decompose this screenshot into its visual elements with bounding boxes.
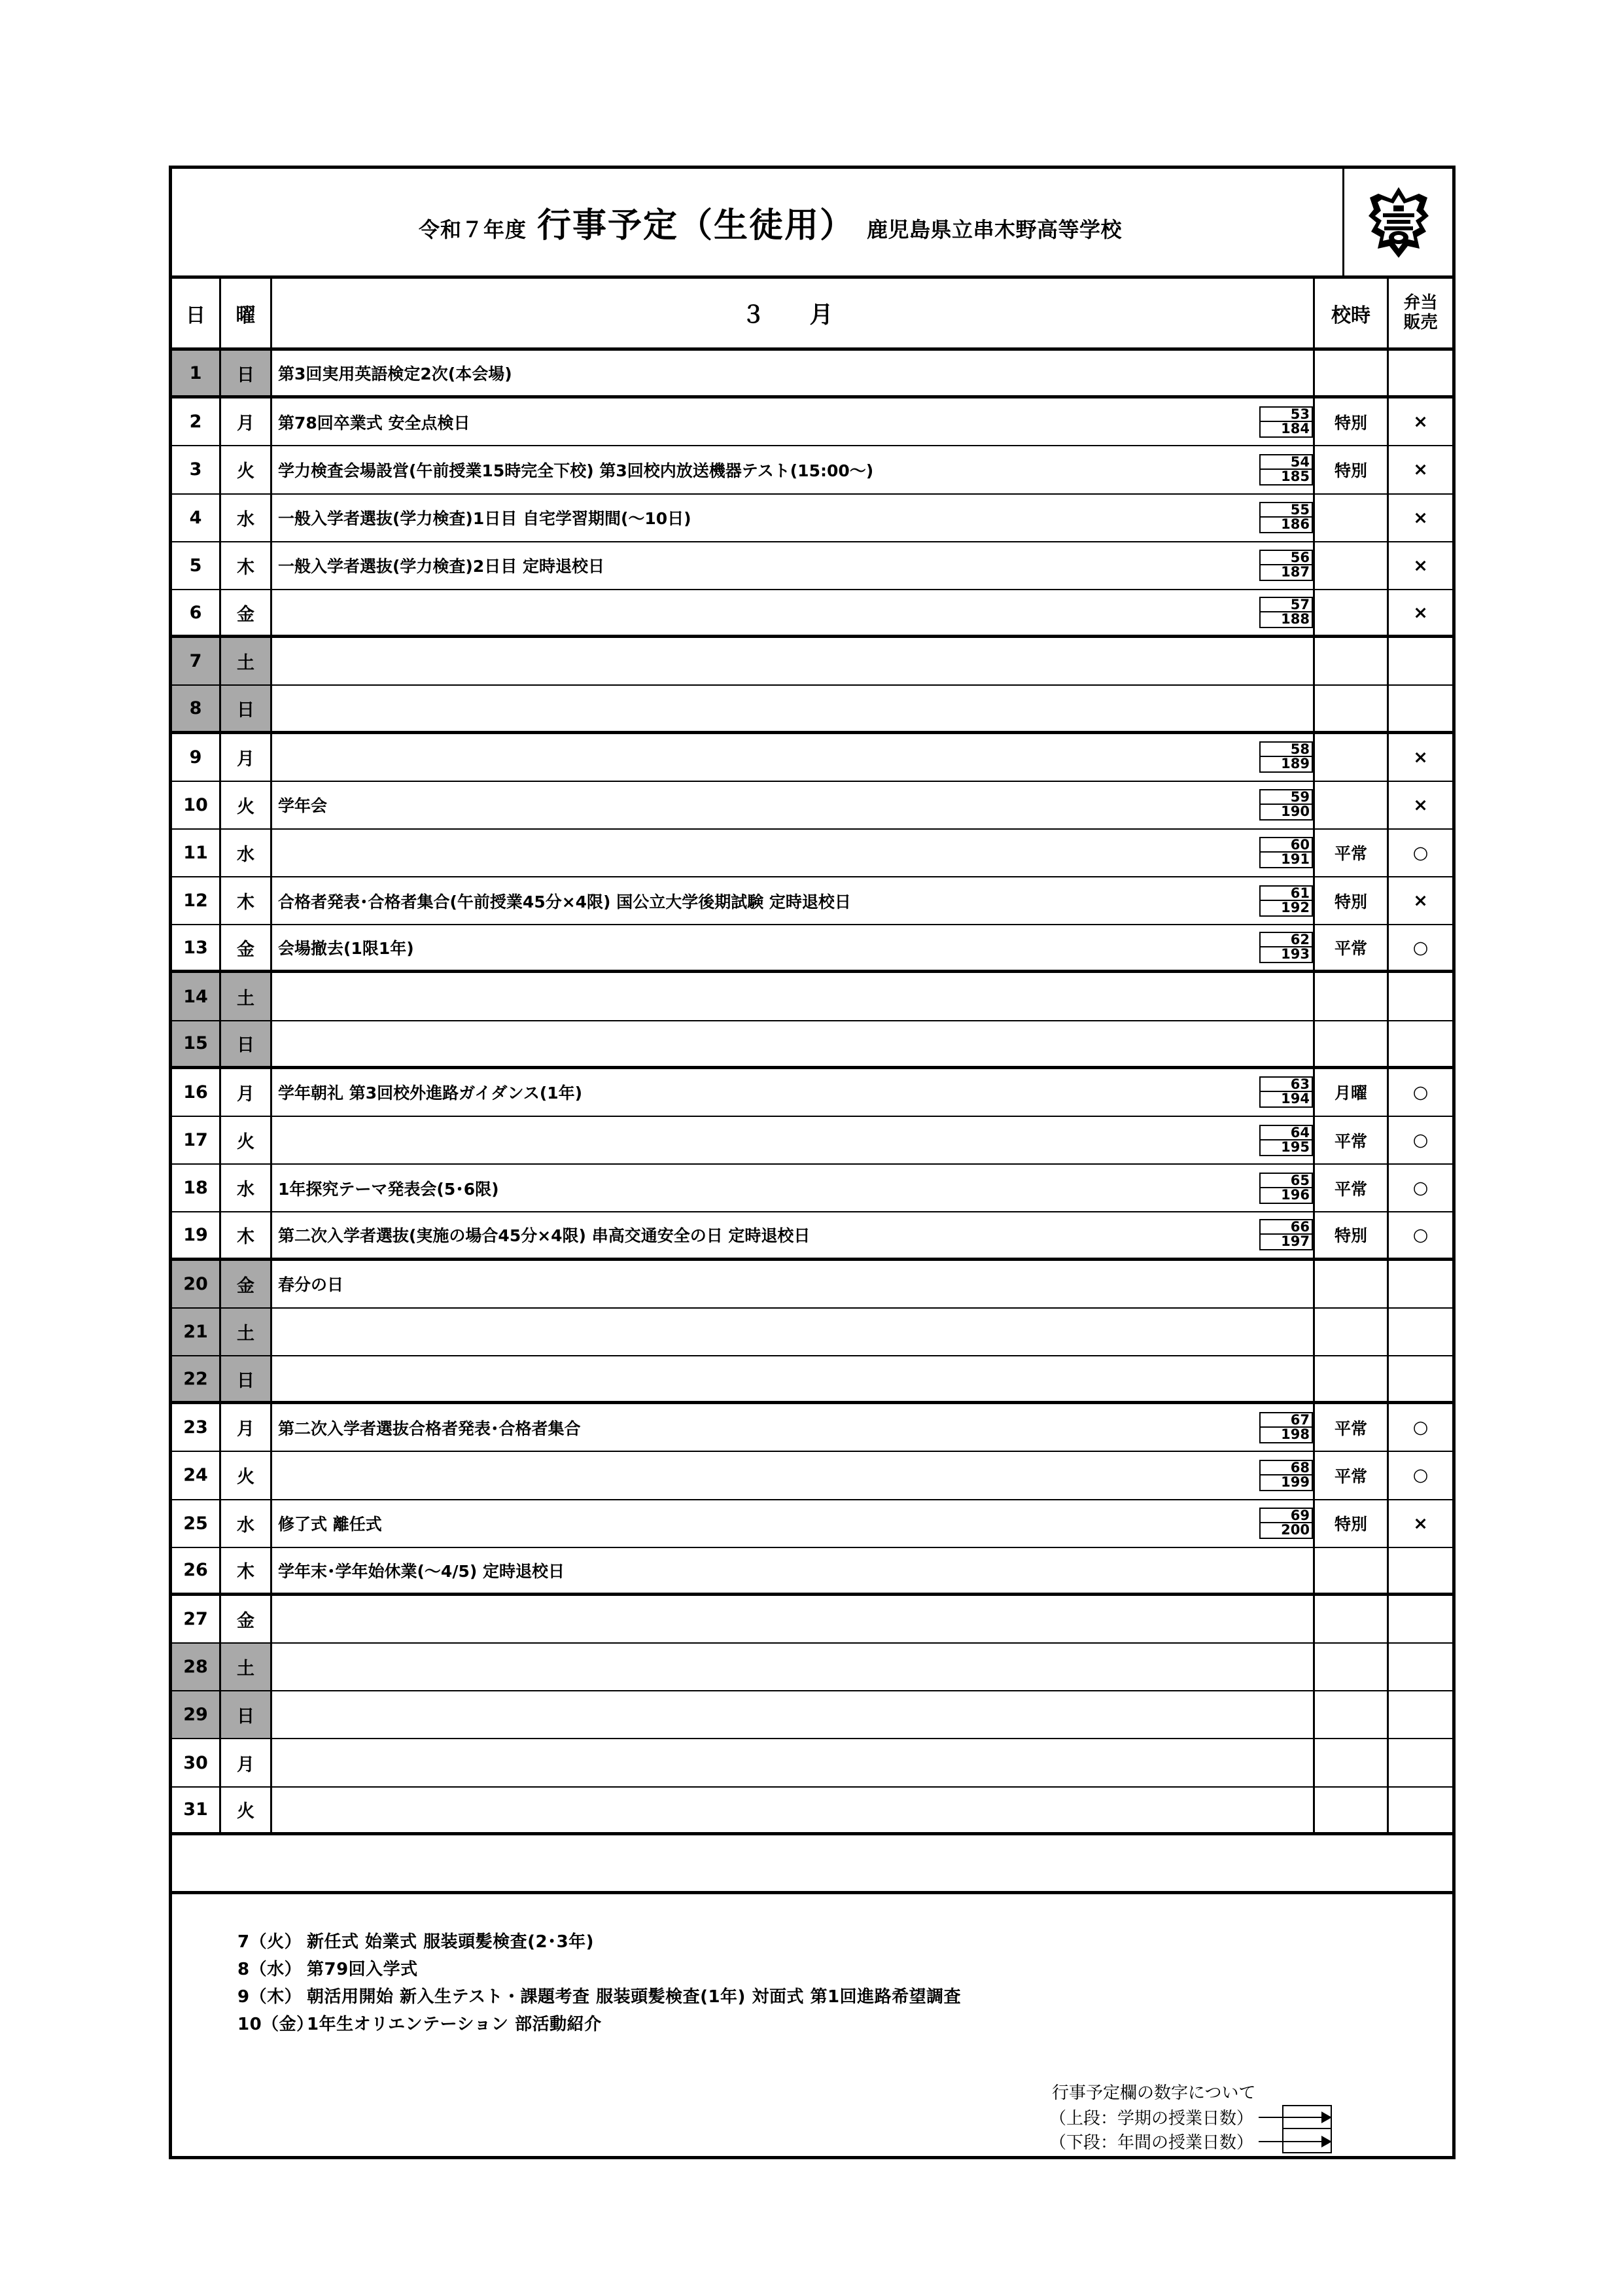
- cell-event: [272, 1117, 1315, 1163]
- cell-weekday: 火: [221, 1452, 272, 1498]
- cell-event: [272, 1739, 1315, 1786]
- table-row: [172, 1212, 1452, 1260]
- term-class-days: 57: [1261, 598, 1312, 612]
- term-class-days: 56: [1261, 551, 1312, 565]
- cell-bento-sale: ×: [1413, 602, 1428, 623]
- cell-weekday: 日: [221, 686, 272, 730]
- cell-bento-sale: ×: [1413, 747, 1428, 768]
- class-day-count-box: [1259, 550, 1313, 581]
- cell-bento-sale: [1389, 686, 1452, 730]
- year-class-days: 196: [1281, 1186, 1310, 1203]
- note-date: 9（木）: [237, 1987, 302, 2007]
- cell-period: 特別: [1315, 1500, 1389, 1547]
- cell-weekday: 月: [221, 734, 272, 781]
- note-line: [237, 1956, 1452, 1983]
- cell-period: [1315, 1691, 1389, 1738]
- table-header-row: [172, 279, 1452, 351]
- cell-event: [272, 830, 1315, 876]
- cell-period: 特別: [1315, 1212, 1389, 1257]
- year-class-days: 184: [1281, 420, 1310, 436]
- cell-bento-sale: ○: [1412, 1130, 1429, 1151]
- cell-event: [272, 1404, 1315, 1451]
- cell-day: 9: [172, 734, 221, 781]
- cell-period: 平常: [1315, 1117, 1389, 1163]
- year-class-days: 189: [1281, 756, 1310, 772]
- cell-day: 10: [172, 782, 221, 828]
- cell-period: 特別: [1315, 877, 1389, 924]
- note-text: 第79回入学式: [307, 1960, 418, 1980]
- cell-period: [1315, 495, 1389, 541]
- cell-period: 平常: [1315, 830, 1389, 876]
- cell-bento-sale: ○: [1412, 1465, 1429, 1486]
- cell-period: 平常: [1315, 1452, 1389, 1498]
- term-class-days: 58: [1261, 743, 1312, 757]
- class-day-count-box: [1259, 1219, 1313, 1250]
- cell-day: 31: [172, 1788, 221, 1832]
- cell-weekday: 月: [221, 1069, 272, 1116]
- cell-bento-sale: [1389, 1261, 1452, 1307]
- cell-bento-sale: [1389, 1548, 1452, 1593]
- event-text: 第78回卒業式 安全点検日: [278, 413, 470, 433]
- cell-bento-sale: [1389, 1021, 1452, 1066]
- cell-weekday: 日: [221, 1691, 272, 1738]
- cell-day: 12: [172, 877, 221, 924]
- cell-day: 22: [172, 1356, 221, 1401]
- note-date: 7（火）: [237, 1932, 302, 1952]
- cell-event: [272, 1596, 1315, 1642]
- header-bento-line1: 弁当: [1403, 292, 1438, 313]
- class-day-count-box: [1259, 454, 1313, 486]
- cell-event: [272, 1452, 1315, 1498]
- cell-weekday: 金: [221, 1596, 272, 1642]
- term-class-days: 64: [1261, 1126, 1312, 1140]
- cell-bento-sale: [1389, 351, 1452, 395]
- cell-bento-sale: [1389, 1309, 1452, 1355]
- cell-bento-sale: ○: [1412, 1417, 1429, 1438]
- cell-period: [1315, 782, 1389, 828]
- title-text-group: [172, 198, 1342, 247]
- cell-bento-sale: [1389, 1691, 1452, 1738]
- cell-period: [1315, 1261, 1389, 1307]
- cell-day: 8: [172, 686, 221, 730]
- era-label: 令和７年度: [418, 217, 527, 242]
- class-day-count-box: [1259, 502, 1313, 533]
- cell-weekday: 木: [221, 1212, 272, 1257]
- event-text: 春分の日: [278, 1275, 344, 1295]
- class-day-count-box: [1259, 932, 1313, 963]
- year-class-days: 193: [1281, 946, 1310, 963]
- class-day-count-box: [1259, 1460, 1313, 1491]
- table-row: [172, 925, 1452, 973]
- header-month: ３ 月: [272, 279, 1315, 347]
- cell-weekday: 水: [221, 1165, 272, 1211]
- table-row: [172, 590, 1452, 638]
- table-row: [172, 1069, 1452, 1117]
- table-row: [172, 1788, 1452, 1835]
- cell-bento-sale: [1389, 1788, 1452, 1832]
- table-row: [172, 973, 1452, 1021]
- event-text: 学年末･学年始休業(〜4/5) 定時退校日: [278, 1561, 565, 1581]
- table-row: [172, 1548, 1452, 1596]
- cell-day: 1: [172, 351, 221, 395]
- table-row: [172, 782, 1452, 830]
- cell-weekday: 月: [221, 398, 272, 445]
- cell-day: 2: [172, 398, 221, 445]
- table-row: [172, 1165, 1452, 1212]
- cell-bento-sale: [1389, 1739, 1452, 1786]
- cell-weekday: 金: [221, 590, 272, 635]
- cell-day: 5: [172, 542, 221, 589]
- header-bento-line2: 販売: [1403, 312, 1438, 332]
- year-class-days: 186: [1281, 516, 1310, 533]
- cell-day: 27: [172, 1596, 221, 1642]
- cell-bento-sale: ×: [1413, 794, 1428, 815]
- school-crest-icon: [1342, 169, 1452, 275]
- table-row: [172, 495, 1452, 542]
- event-text: 一般入学者選抜(学力検査)1日目 自宅学習期間(〜10日): [278, 509, 691, 529]
- cell-event: [272, 542, 1315, 589]
- cell-event: [272, 398, 1315, 445]
- cell-bento-sale: ×: [1413, 891, 1428, 911]
- event-text: 1年探究テーマ発表会(5･6限): [278, 1179, 499, 1199]
- cell-day: 30: [172, 1739, 221, 1786]
- number-legend: [1049, 2079, 1331, 2153]
- event-text: 第二次入学者選抜合格者発表･合格者集合: [278, 1419, 581, 1438]
- cell-period: [1315, 590, 1389, 635]
- cell-day: 16: [172, 1069, 221, 1116]
- cell-weekday: 日: [221, 1356, 272, 1401]
- cell-period: [1315, 1739, 1389, 1786]
- cell-event: [272, 1309, 1315, 1355]
- cell-event: [272, 590, 1315, 635]
- table-row: [172, 1356, 1452, 1404]
- cell-day: 18: [172, 1165, 221, 1211]
- cell-event: [272, 1165, 1315, 1211]
- event-text: 第二次入学者選抜(実施の場合45分×4限) 串高交通安全の日 定時退校日: [278, 1226, 811, 1246]
- year-class-days: 192: [1281, 899, 1310, 915]
- cell-period: [1315, 1309, 1389, 1355]
- cell-weekday: 月: [221, 1404, 272, 1451]
- cell-bento-sale: ×: [1413, 412, 1428, 433]
- cell-day: 19: [172, 1212, 221, 1257]
- class-day-count-box: [1259, 789, 1313, 821]
- term-class-days: 61: [1261, 887, 1312, 901]
- cell-event: [272, 1548, 1315, 1593]
- cell-event: [272, 686, 1315, 730]
- legend-sample-box: [1282, 2105, 1332, 2153]
- class-day-count-box: [1259, 885, 1313, 917]
- cell-period: 月曜: [1315, 1069, 1389, 1116]
- year-class-days: 187: [1281, 564, 1310, 580]
- year-class-days: 188: [1281, 611, 1310, 627]
- note-line: [237, 1928, 1452, 1956]
- legend-upper-label: （上段：学期の授業日数）: [1049, 2109, 1253, 2128]
- cell-event: [272, 638, 1315, 684]
- notes-list: [237, 1928, 1452, 2038]
- cell-bento-sale: [1389, 973, 1452, 1019]
- cell-period: [1315, 734, 1389, 781]
- class-day-count-box: [1259, 1076, 1313, 1108]
- cell-event: [272, 1021, 1315, 1066]
- cell-bento-sale: [1389, 638, 1452, 684]
- table-row: [172, 398, 1452, 446]
- cell-event: [272, 1069, 1315, 1116]
- note-line: [237, 2011, 1452, 2038]
- term-class-days: 62: [1261, 933, 1312, 947]
- table-row: [172, 1500, 1452, 1548]
- cell-bento-sale: ×: [1413, 459, 1428, 480]
- cell-weekday: 木: [221, 1548, 272, 1593]
- cell-day: 6: [172, 590, 221, 635]
- term-class-days: 54: [1261, 455, 1312, 470]
- page-title: 行事予定（生徒用）: [536, 206, 855, 245]
- class-day-count-box: [1259, 597, 1313, 628]
- class-day-count-box: [1259, 1412, 1313, 1443]
- year-class-days: 199: [1281, 1474, 1310, 1490]
- cell-bento-sale: ○: [1412, 842, 1429, 863]
- cell-period: [1315, 973, 1389, 1019]
- cell-bento-sale: [1389, 1644, 1452, 1690]
- cell-day: 17: [172, 1117, 221, 1163]
- class-day-count-box: [1259, 837, 1313, 868]
- table-row: [172, 830, 1452, 877]
- note-date: 8（水）: [237, 1960, 302, 1980]
- note-text: 朝活用開始 新入生テスト・課題考査 服装頭髪検査(1年) 対面式 第1回進路希望調査: [307, 1987, 962, 2007]
- header-dow: 曜: [221, 279, 272, 347]
- cell-event: [272, 446, 1315, 493]
- table-row: [172, 638, 1452, 686]
- cell-day: 25: [172, 1500, 221, 1547]
- cell-day: 23: [172, 1404, 221, 1451]
- cell-period: 平常: [1315, 1404, 1389, 1451]
- legend-sample-lower: [1283, 2129, 1331, 2152]
- event-text: 修了式 離任式: [278, 1515, 382, 1534]
- note-text: 1年生オリエンテーション 部活動紹介: [307, 2015, 602, 2035]
- note-date: 10（金）: [237, 2015, 314, 2035]
- cell-event: [272, 877, 1315, 924]
- term-class-days: 66: [1261, 1220, 1312, 1235]
- cell-day: 20: [172, 1261, 221, 1307]
- cell-period: [1315, 1548, 1389, 1593]
- term-class-days: 55: [1261, 503, 1312, 518]
- cell-weekday: 火: [221, 1117, 272, 1163]
- cell-bento-sale: ×: [1413, 507, 1428, 528]
- cell-event: [272, 734, 1315, 781]
- event-text: 学年朝礼 第3回校外進路ガイダンス(1年): [278, 1084, 583, 1103]
- event-text: 合格者発表･合格者集合(午前授業45分×4限) 国公立大学後期試験 定時退校日: [278, 892, 851, 911]
- cell-weekday: 木: [221, 877, 272, 924]
- school-name: 鹿児島県立串木野高等学校: [867, 217, 1123, 242]
- cell-bento-sale: [1389, 1596, 1452, 1642]
- cell-event: [272, 782, 1315, 828]
- year-class-days: 194: [1281, 1091, 1310, 1107]
- cell-period: [1315, 1021, 1389, 1066]
- header-bento: [1389, 279, 1452, 347]
- event-text: 一般入学者選抜(学力検査)2日目 定時退校日: [278, 557, 604, 576]
- cell-bento-sale: ○: [1412, 1082, 1429, 1103]
- year-class-days: 200: [1281, 1522, 1310, 1538]
- cell-event: [272, 1788, 1315, 1832]
- cell-day: 24: [172, 1452, 221, 1498]
- cell-period: [1315, 686, 1389, 730]
- term-class-days: 68: [1261, 1461, 1312, 1475]
- table-row: [172, 1691, 1452, 1739]
- cell-weekday: 水: [221, 495, 272, 541]
- table-row: [172, 351, 1452, 398]
- cell-bento-sale: ○: [1412, 1178, 1429, 1199]
- cell-weekday: 土: [221, 638, 272, 684]
- cell-weekday: 火: [221, 446, 272, 493]
- table-row: [172, 877, 1452, 925]
- cell-day: 3: [172, 446, 221, 493]
- cell-weekday: 日: [221, 1021, 272, 1066]
- footer-notes: [172, 1891, 1452, 2156]
- cell-period: [1315, 1788, 1389, 1832]
- term-class-days: 60: [1261, 838, 1312, 853]
- term-class-days: 69: [1261, 1509, 1312, 1523]
- cell-period: 平常: [1315, 1165, 1389, 1211]
- table-row: [172, 1596, 1452, 1644]
- class-day-count-box: [1259, 1173, 1313, 1204]
- cell-day: 28: [172, 1644, 221, 1690]
- cell-period: [1315, 1644, 1389, 1690]
- year-class-days: 190: [1281, 804, 1310, 820]
- year-class-days: 197: [1281, 1233, 1310, 1250]
- year-class-days: 195: [1281, 1139, 1310, 1155]
- cell-day: 29: [172, 1691, 221, 1738]
- table-row: [172, 1261, 1452, 1309]
- cell-bento-sale: ○: [1412, 937, 1429, 958]
- cell-event: [272, 1644, 1315, 1690]
- cell-period: [1315, 542, 1389, 589]
- cell-period: [1315, 1356, 1389, 1401]
- title-band: [172, 169, 1452, 279]
- class-day-count-box: [1259, 406, 1313, 438]
- cell-event: [272, 1691, 1315, 1738]
- cell-weekday: 月: [221, 1739, 272, 1786]
- cell-period: 特別: [1315, 446, 1389, 493]
- table-row: [172, 1021, 1452, 1069]
- cell-day: 11: [172, 830, 221, 876]
- header-period: 校時: [1315, 279, 1389, 347]
- event-text: 会場撤去(1限1年): [278, 939, 414, 959]
- term-class-days: 67: [1261, 1413, 1312, 1428]
- cell-weekday: 土: [221, 973, 272, 1019]
- cell-day: 26: [172, 1548, 221, 1593]
- cell-weekday: 金: [221, 925, 272, 970]
- class-day-count-box: [1259, 1508, 1313, 1539]
- table-row: [172, 1117, 1452, 1165]
- event-text: 学力検査会場設営(午前授業15時完全下校) 第3回校内放送機器テスト(15:00〜): [278, 461, 874, 480]
- legend-title: 行事予定欄の数字について: [1051, 2083, 1256, 2103]
- table-row: [172, 1404, 1452, 1452]
- cell-day: 14: [172, 973, 221, 1019]
- table-row: [172, 734, 1452, 782]
- table-row: [172, 542, 1452, 590]
- term-class-days: 53: [1261, 408, 1312, 422]
- class-day-count-box: [1259, 1125, 1313, 1156]
- cell-day: 21: [172, 1309, 221, 1355]
- cell-weekday: 火: [221, 1788, 272, 1832]
- calendar-rows: [172, 351, 1452, 1891]
- cell-weekday: 土: [221, 1309, 272, 1355]
- cell-bento-sale: ○: [1412, 1224, 1429, 1245]
- note-line: [237, 1983, 1452, 2011]
- event-text: 学年会: [278, 796, 328, 816]
- year-class-days: 191: [1281, 851, 1310, 868]
- table-row: [172, 446, 1452, 494]
- legend-lower-label: （下段：年間の授業日数）: [1049, 2133, 1253, 2153]
- cell-event: [272, 351, 1315, 395]
- cell-day: 4: [172, 495, 221, 541]
- table-row: [172, 1644, 1452, 1691]
- cell-event: [272, 1356, 1315, 1401]
- cell-period: [1315, 351, 1389, 395]
- cell-event: [272, 1212, 1315, 1257]
- event-text: 第3回実用英語検定2次(本会場): [278, 364, 512, 384]
- note-text: 新任式 始業式 服装頭髪検査(2･3年): [307, 1932, 595, 1952]
- cell-weekday: 木: [221, 542, 272, 589]
- table-row: [172, 1739, 1452, 1787]
- term-class-days: 59: [1261, 790, 1312, 805]
- cell-event: [272, 1500, 1315, 1547]
- table-row: [172, 1452, 1452, 1500]
- cell-day: 7: [172, 638, 221, 684]
- year-class-days: 185: [1281, 468, 1310, 484]
- cell-weekday: 金: [221, 1261, 272, 1307]
- term-class-days: 65: [1261, 1174, 1312, 1188]
- legend-sample-upper: [1283, 2106, 1331, 2129]
- cell-bento-sale: ×: [1413, 555, 1428, 576]
- cell-weekday: 水: [221, 1500, 272, 1547]
- cell-event: [272, 973, 1315, 1019]
- cell-event: [272, 925, 1315, 970]
- table-row: [172, 1309, 1452, 1356]
- cell-period: 平常: [1315, 925, 1389, 970]
- table-row: [172, 686, 1452, 733]
- cell-period: [1315, 638, 1389, 684]
- cell-bento-sale: [1389, 1356, 1452, 1401]
- cell-event: [272, 495, 1315, 541]
- cell-event: [272, 1261, 1315, 1307]
- header-day: 日: [172, 279, 221, 347]
- year-class-days: 198: [1281, 1426, 1310, 1442]
- cell-day: 15: [172, 1021, 221, 1066]
- cell-period: 特別: [1315, 398, 1389, 445]
- term-class-days: 63: [1261, 1078, 1312, 1092]
- calendar-sheet: [169, 166, 1456, 2159]
- cell-weekday: 日: [221, 351, 272, 395]
- cell-weekday: 火: [221, 782, 272, 828]
- class-day-count-box: [1259, 741, 1313, 773]
- cell-weekday: 水: [221, 830, 272, 876]
- cell-bento-sale: ×: [1413, 1513, 1428, 1534]
- cell-day: 13: [172, 925, 221, 970]
- cell-weekday: 土: [221, 1644, 272, 1690]
- cell-period: [1315, 1596, 1389, 1642]
